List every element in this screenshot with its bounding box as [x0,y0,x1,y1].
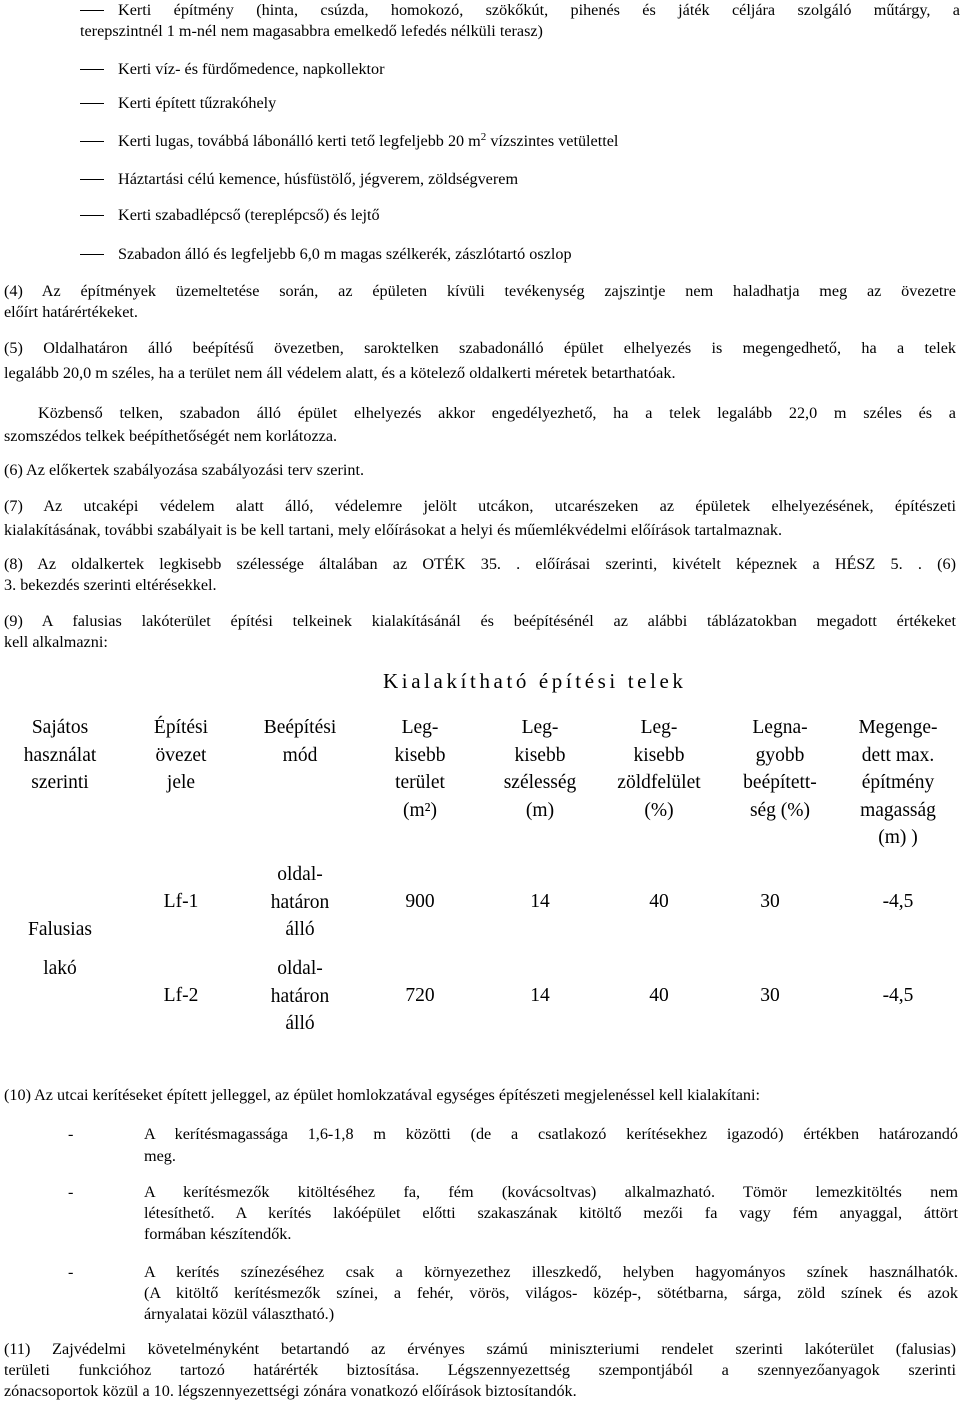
table-row: Lf-1 [163,891,199,912]
list-item-text: Szabadon álló és legfeljebb 6,0 m magas szélkerék, zászlótartó oszlop [118,245,572,263]
hyphen-bullet: - [68,1263,74,1281]
list-item-text: A kerítés színezéséhez csak a környezethez illeszkedő, helyben hagyományos színek használhatók. (A kitöltő kerítésmezők színei, a fehér, vörös, világos- közép-, sötétbarna, sárga, zöld színek és azok árnyalatai közül választható.) [144,1263,958,1323]
dash-bullet [80,141,104,142]
header-min-width: Leg- kisebb szélesség (m) [503,717,577,821]
paragraph-7: (7) Az utcaképi védelem alatt álló, védelemre jelölt utcákon, utcarészeken az épületek elhelyezésének, építészeti kialakításának, további szabályait is be kell tartani, mely előírásokat a helyi és műemlékvédelmi előírások tartalmaznak. [4,497,956,539]
text-line: terepszintnél 1 m-nél nem magasabbra emelkedő lefedés nélküli terasz) [80,22,543,40]
green-cell: 40 [649,985,669,1006]
hyphen-bullet: - [68,1183,74,1201]
dash-bullet [80,10,104,11]
header-min-green: Leg- kisebb zöldfelület (%) [617,717,701,821]
paragraph-4: (4) Az építmények üzemeltetése során, az épületen kívüli tevékenység zajszintje nem haladhatja meg az övezetre előírt határértékeket. [4,282,956,321]
paragraph-8: (8) Az oldalkertek legkisebb szélessége általában az OTÉK 35. . előírásai szerinti, kivételt képeznek a HÉSZ 5. . (6) 3. bekezdés szerinti eltérésekkel. [4,555,956,594]
list-item-text: Háztartási célú kemence, húsfüstölő, jégverem, zöldségverem [118,170,519,188]
list-item-text: A kerítésmezők kitöltéséhez fa, fém (kovácsoltvas) alkalmazható. Tömör lemezkitöltés nem létesíthető. A kerítés lakóépület előtti szakaszának kitöltő mezői fa vagy fém anyaggal, áttört formában készítendők. [144,1183,958,1243]
built-cell: 30 [760,891,780,912]
header-max-height: Megenge- dett max. építmény magasság (m) ) [858,717,938,848]
list-item-text: Kerti lugas, továbbá lábonálló kerti tető legfeljebb 20 $m^2$ vízszintes vetülettel [118,131,619,150]
dash-bullet [80,69,104,70]
hyphen-bullet: - [68,1125,74,1143]
paragraph-11: (11) Zajvédelmi követelményként betartandó az érvényes számú miniszteriumi rendelet szerinti lakóterület (falusias) területi funkcióhoz tartozó határérték biztosítása. Légszennyezettség szempontjából a szennyezőanyagok szerinti zónacsoportok közül a 10. légszennyezettségi zónára vonatkozó előírások biztosítandók. [4,1340,956,1400]
header-zone: Építési övezet jele [153,717,209,793]
height-cell: -4,5 [882,985,914,1006]
header-min-area: Leg- kisebb terület (m²) [394,717,446,821]
building-mode-cell: oldal- határon álló [270,864,330,940]
list-item-text: A kerítésmagassága 1,6-1,8 m közötti (de a csatlakozó kerítésekhez igazodó) értékben határozandó meg. [144,1125,958,1165]
dash-bullet [80,179,104,180]
table-row: Lf-2 [163,985,199,1006]
width-cell: 14 [530,891,550,912]
paragraph-6: (6) Az előkertek szabályozása szabályozási terv szerint. [4,461,365,479]
list-item-text [80,0,960,42]
use-label: Falusias lakó [28,919,92,979]
list-item-text: Kerti épített tűzrakóhely [118,94,277,112]
table-title: Kialakítható építési telek [383,669,687,693]
dash-bullet [80,254,104,255]
paragraph-5-continued: Közbenső telken, szabadon álló épület elhelyezés akkor engedélyezhető, ha a telek legalább 22,0 m széles és a szomszédos telkek beépíthetőségét nem korlátozza. [4,404,956,445]
building-mode-cell: oldal- határon álló [270,958,330,1034]
paragraph-5: (5) Oldalhatáron álló beépítésű övezetben, saroktelken szabadonálló épület elhelyezés is megengedhető, ha a telek legalább 20,0 m széles, ha a terület nem áll védelem alatt, és a kötelező oldalkerti méretek betarthatóak. [4,339,956,382]
header-max-built: Legna- gyobb beépített- ség (%) [743,717,817,821]
list-item-text: Kerti víz- és fürdőmedence, napkollektor [118,60,385,78]
area-cell: 900 [405,891,435,912]
header-use: Sajátos használat szerinti [23,717,97,793]
area-cell: 720 [405,985,435,1006]
dash-bullet [80,215,104,216]
width-cell: 14 [530,985,550,1006]
green-cell: 40 [649,891,669,912]
paragraph-10-intro: (10) Az utcai kerítéseket épített jelleggel, az épület homlokzatával egységes építészeti megjelenéssel kell kialakítani: [4,1086,761,1104]
dash-bullet [80,103,104,104]
paragraph-9: (9) A falusias lakóterület építési telkeinek kialakításánál és beépítésénél az alábbi táblázatokban megadott értékeket kell alkalmazni: [4,612,956,651]
header-building-mode: Beépítési mód [263,717,337,766]
list-item-text: Kerti szabadlépcső (tereplépcső) és lejtő [118,206,380,224]
built-cell: 30 [760,985,780,1006]
text-line: Kerti építmény (hinta, csúzda, homokozó, szökőkút, pihenés és játék céljára szolgáló műtárgy, a [118,1,960,19]
height-cell: -4,5 [882,891,914,912]
